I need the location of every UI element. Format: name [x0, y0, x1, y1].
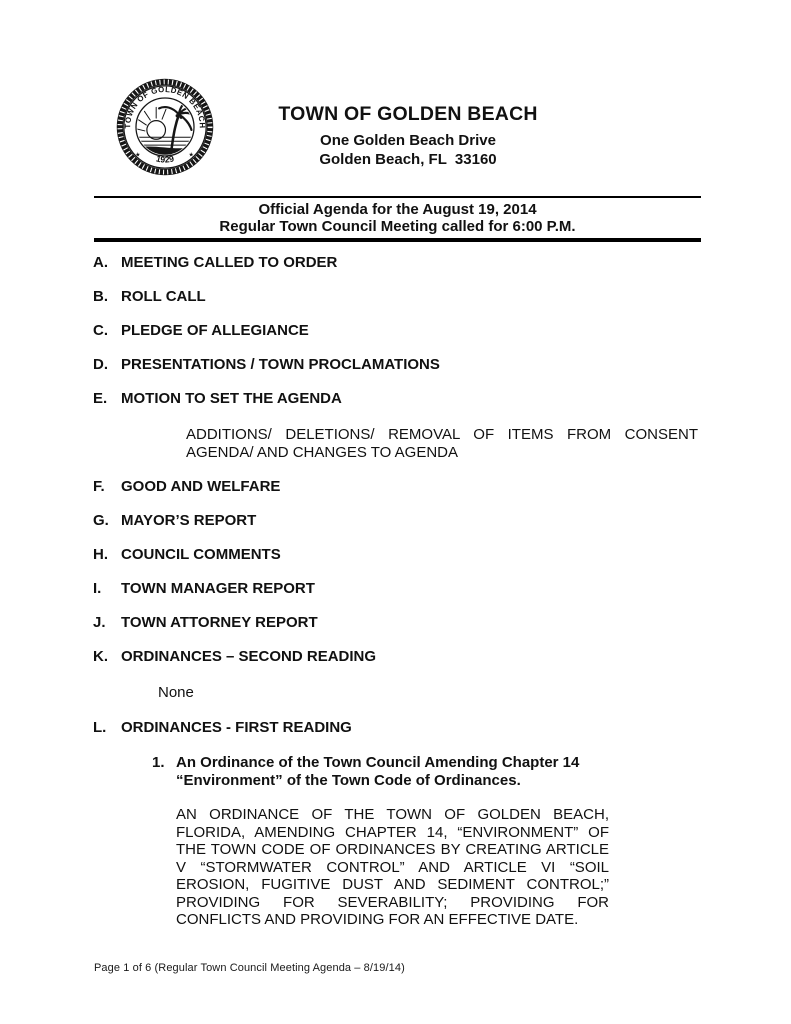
ordinance-title: An Ordinance of the Town Council Amending Chapter 14 “Environment” of the Town Code of Ordinances. [176, 754, 580, 789]
seal-ring-text: TOWN OF GOLDEN BEACH [123, 84, 207, 129]
seal-year: 1929 [155, 153, 175, 165]
item-letter: K. [93, 648, 108, 665]
item-letter: L. [93, 719, 107, 736]
agenda-title-block [94, 196, 701, 242]
seal-star-icon: ★ [188, 152, 194, 159]
item-label: TOWN MANAGER REPORT [121, 580, 315, 597]
agenda-item-l [93, 720, 709, 736]
ordinance-number: 1. [152, 754, 165, 771]
item-letter: B. [93, 288, 108, 305]
agenda-item-f [93, 479, 709, 495]
town-seal-icon [116, 78, 214, 176]
second-reading-note: None [158, 684, 194, 701]
item-letter: A. [93, 254, 108, 271]
item-letter: J. [93, 614, 106, 631]
address-line-2: Golden Beach, FL 33160 [319, 151, 497, 168]
item-label: ORDINANCES - FIRST READING [121, 719, 352, 736]
agenda-item-j [93, 615, 709, 631]
item-letter: G. [93, 512, 109, 529]
item-letter: D. [93, 356, 108, 373]
letterhead [253, 104, 563, 169]
agenda-item-a [93, 255, 709, 271]
item-label: COUNCIL COMMENTS [121, 546, 281, 563]
seal-sun-icon [137, 107, 166, 139]
item-letter: F. [93, 478, 105, 495]
agenda-list [93, 255, 709, 929]
agenda-title-line-1: Official Agenda for the August 19, 2014 [258, 201, 537, 218]
item-label: MOTION TO SET THE AGENDA [121, 390, 342, 407]
item-letter: C. [93, 322, 108, 339]
item-label: PLEDGE OF ALLEGIANCE [121, 322, 309, 339]
page-footer: Page 1 of 6 (Regular Town Council Meeting Agenda – 8/19/14) [94, 962, 405, 974]
agenda-item-d [93, 357, 709, 373]
ordinance-item-heading [152, 754, 604, 789]
org-title: TOWN OF GOLDEN BEACH [278, 103, 538, 125]
ordinance-body: AN ORDINANCE OF THE TOWN OF GOLDEN BEACH, FLORIDA, AMENDING CHAPTER 14, “ENVIRONMENT” OF THE TOWN CODE OF ORDINANCES BY CREATING ARTICLE V “STORMWATER CONTROL” AND ARTICLE VI “SOIL EROSION, FUGITIVE DUST AND SEDIMENT CONTROL;” PROVIDING FOR SEVERABILITY; PROVIDING FOR CONFLICTS AND PROVIDING FOR AN EFFECTIVE DATE. [176, 806, 609, 928]
item-label: ROLL CALL [121, 288, 206, 305]
seal-star-icon: ★ [135, 152, 141, 159]
agenda-item-h [93, 547, 709, 563]
item-label: MAYOR’S REPORT [121, 512, 257, 529]
agenda-item-c [93, 323, 709, 339]
address-line-1: One Golden Beach Drive [320, 132, 496, 149]
item-label: ORDINANCES – SECOND READING [121, 648, 377, 665]
motion-note: ADDITIONS/ DELETIONS/ REMOVAL OF ITEMS FROM CONSENT AGENDA/ AND CHANGES TO AGENDA [186, 426, 698, 461]
agenda-item-e [93, 391, 709, 407]
item-label: PRESENTATIONS / TOWN PROCLAMATIONS [121, 356, 440, 373]
agenda-item-g [93, 513, 709, 529]
agenda-item-i [93, 581, 709, 597]
seal-water-lines [139, 137, 192, 145]
item-letter: E. [93, 390, 108, 407]
agenda-item-k [93, 649, 709, 665]
item-letter: H. [93, 546, 108, 563]
agenda-title-line-2: Regular Town Council Meeting called for 6:00 P.M. [219, 218, 576, 235]
item-label: MEETING CALLED TO ORDER [121, 254, 338, 271]
item-label: GOOD AND WELFARE [121, 478, 281, 495]
agenda-item-b [93, 289, 709, 305]
item-label: TOWN ATTORNEY REPORT [121, 614, 318, 631]
item-letter: I. [93, 580, 102, 597]
